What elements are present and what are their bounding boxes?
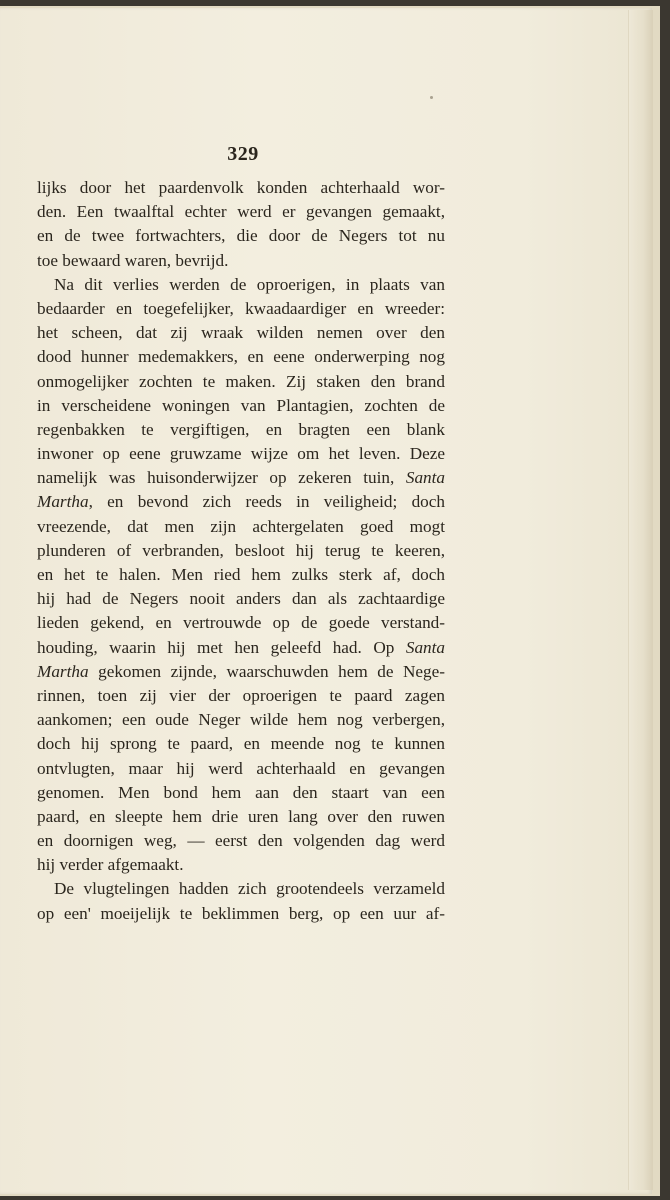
body-text: [37, 176, 445, 926]
text-segment: namelijk was huisonderwijzer op zekeren tuin,: [37, 468, 406, 488]
text-line: rinnen, toen zij vier der oproerigen te paard zagen: [37, 685, 445, 705]
text-line: ontvlugten, maar hij werd achterhaald en gevangen: [37, 758, 445, 778]
italic-place-name: Santa: [405, 637, 445, 657]
text-line: lieden gekend, en vertrouwde op de goede verstand-: [37, 613, 445, 633]
paragraph-start-line: De vlugtelingen hadden zich grootendeels verzameld: [54, 879, 445, 899]
text-line: regenbakken te vergiftigen, en bragten een blank: [37, 419, 445, 439]
text-line: dood hunner medemakkers, en eene onderwerping nog: [37, 347, 445, 367]
text-line: bedaarder en toegefelijker, kwaadaardiger en wreeder:: [37, 298, 445, 318]
text-line: het scheen, dat zij wraak wilden nemen over den: [37, 323, 445, 343]
text-line: en doornigen weg, — eerst den volgenden dag werd: [37, 831, 445, 851]
text-line: op een' moeijelijk te beklimmen berg, op een uur af-: [37, 903, 445, 923]
text-line: [37, 636, 445, 660]
text-line: paard, en sleepte hem drie uren lang over den ruwen: [37, 806, 445, 826]
text-line: aankomen; een oude Neger wilde hem nog verbergen,: [37, 710, 445, 730]
italic-place-name: Martha: [37, 492, 89, 512]
text-line: vreezende, dat men zijn achtergelaten goed mogt: [37, 516, 445, 536]
text-line: [37, 490, 445, 514]
text-line: [37, 660, 445, 684]
text-segment: gekomen zijnde, waarschuwden hem de Nege-: [88, 661, 445, 681]
text-line: doch hij sprong te paard, en meende nog te kunnen: [37, 734, 445, 754]
text-line: in verscheidene woningen van Plantagien, zochten de: [37, 395, 445, 415]
text-line: [37, 466, 445, 490]
text-line: onmogelijker zochten te maken. Zij staken den brand: [37, 371, 445, 391]
text-line: hij verder afgemaakt.: [37, 855, 184, 875]
text-line: lijks door het paardenvolk konden achterhaald wor-: [37, 178, 445, 197]
text-line: plunderen of verbranden, besloot hij terug te keeren,: [37, 540, 445, 560]
text-line: genomen. Men bond hem aan den staart van een: [37, 782, 445, 802]
text-line: den. Een twaalftal echter werd er gevangen gemaakt,: [37, 202, 445, 222]
page-edge: [628, 10, 653, 1190]
text-segment: , en bevond zich reeds in veiligheid; doch: [88, 492, 445, 512]
italic-place-name: Santa: [405, 468, 445, 488]
text-line: en het te halen. Men ried hem zulks sterk af, doch: [37, 565, 445, 584]
page-number: 329: [227, 143, 259, 165]
paper-speck: [430, 96, 433, 99]
text-line: hij had de Negers nooit anders dan als zachtaardige: [37, 589, 445, 609]
italic-place-name: Martha: [37, 661, 89, 681]
text-line: en de twee fortwachters, die door de Negers tot nu: [37, 226, 445, 246]
text-line: inwoner op eene gruwzame wijze om het leven. Deze: [37, 444, 445, 464]
text-segment: houding, waarin hij met hen geleefd had. Op: [37, 637, 406, 657]
text-line: toe bewaard waren, bevrijd.: [37, 250, 229, 270]
paragraph-start-line: Na dit verlies werden de oproerigen, in plaats van: [54, 274, 445, 294]
